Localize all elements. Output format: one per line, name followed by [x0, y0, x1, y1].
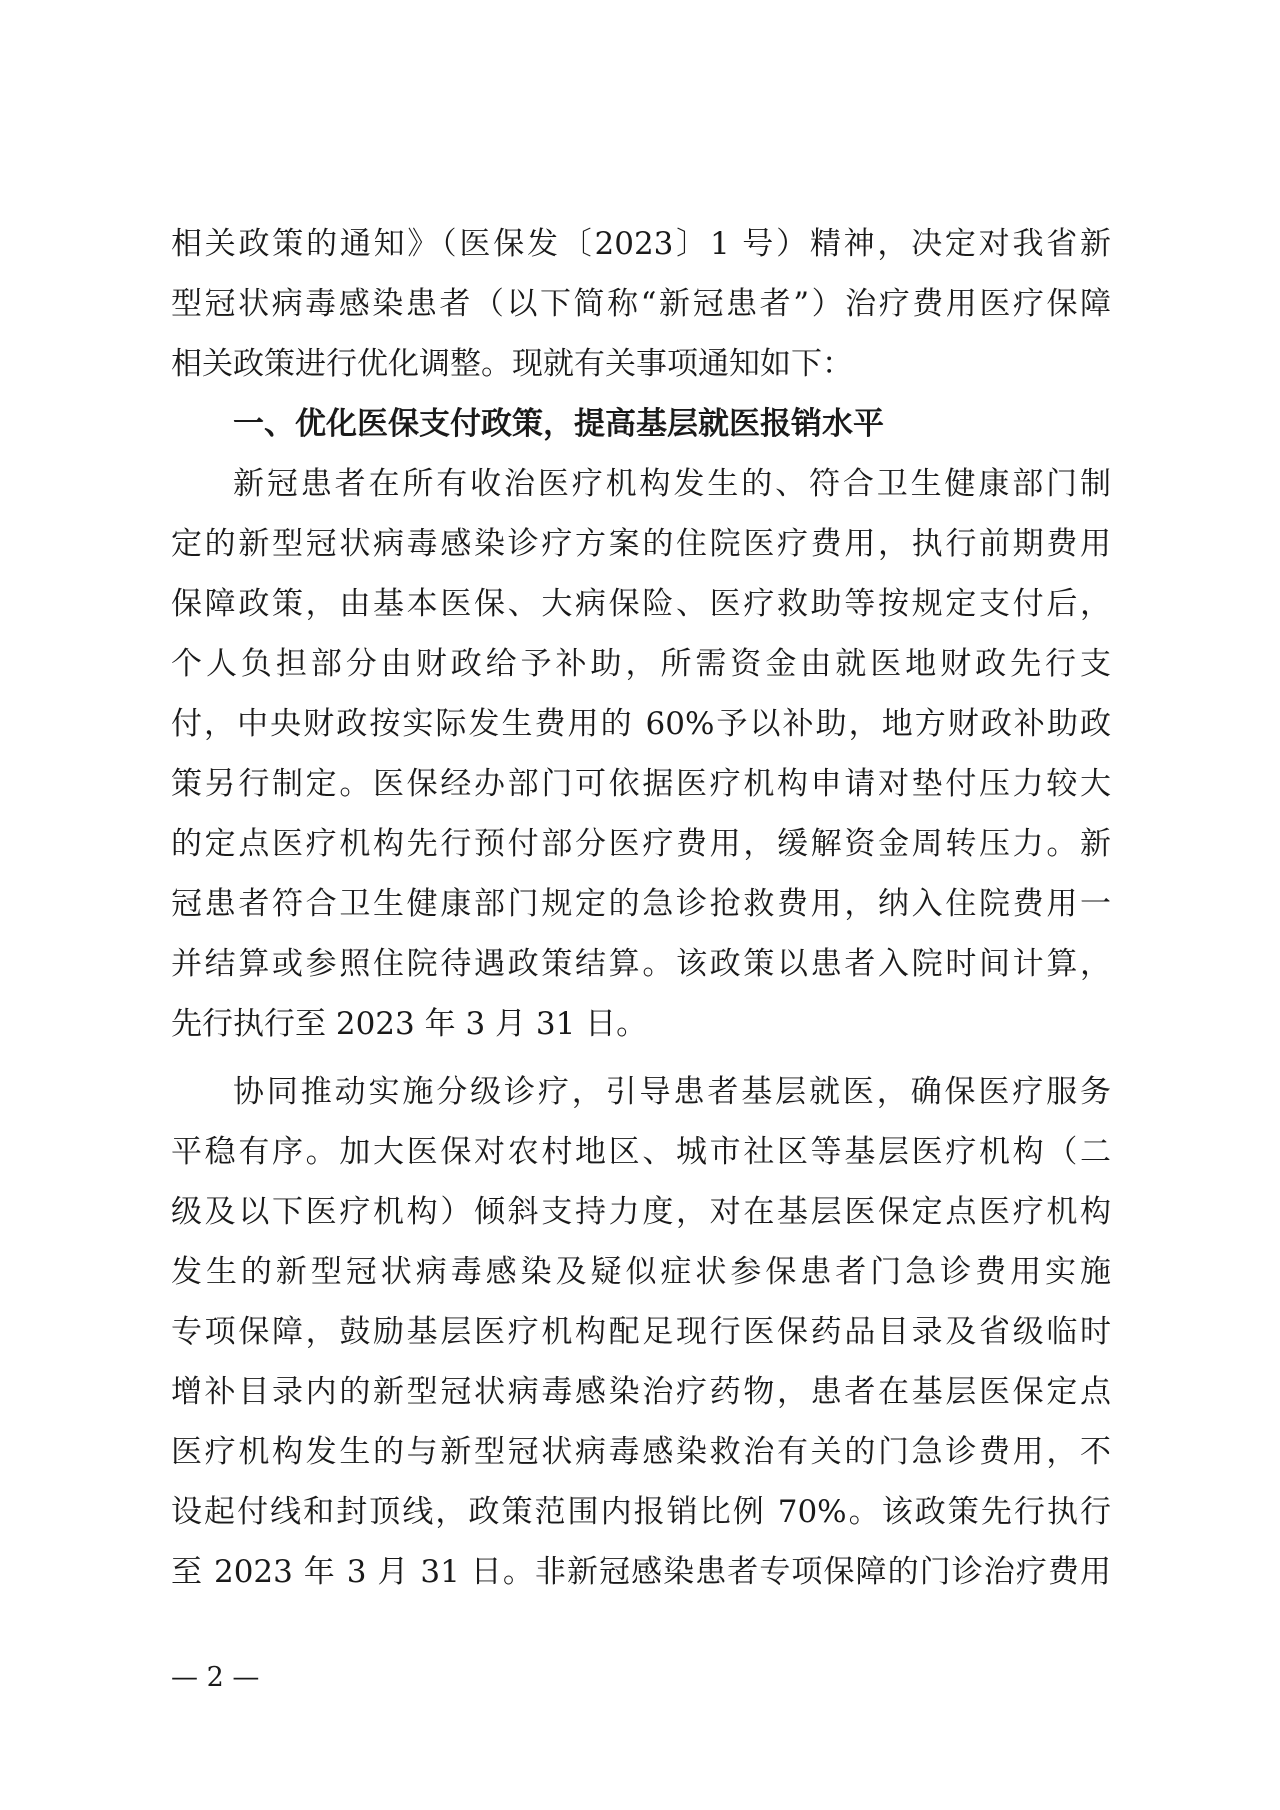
text-line: 相关政策进行优化调整。现就有关事项通知如下：: [171, 346, 853, 382]
document-body: [171, 214, 1111, 1602]
paragraph-inpatient-policy: [171, 454, 1111, 1054]
text-line: 型冠状病毒感染患者（以下简称“新冠患者”）治疗费用医疗保障: [171, 286, 1111, 322]
text-line: 并结算或参照住院待遇政策结算。该政策以患者入院时间计算，: [171, 946, 1111, 982]
text-line: 策另行制定。医保经办部门可依据医疗机构申请对垫付压力较大: [171, 766, 1111, 802]
text-line: 先行执行至 2023 年 3 月 31 日。: [171, 1006, 648, 1042]
text-line: 专项保障，鼓励基层医疗机构配足现行医保药品目录及省级临时: [171, 1314, 1111, 1350]
text-line: 相关政策的通知》（医保发〔2023〕1 号）精神，决定对我省新: [171, 226, 1111, 262]
text-line: 级及以下医疗机构）倾斜支持力度，对在基层医保定点医疗机构: [171, 1194, 1111, 1230]
paragraph-tiered-diagnosis: [171, 1062, 1111, 1602]
intro-paragraph: [171, 214, 1111, 394]
text-line: 个人负担部分由财政给予补助，所需资金由就医地财政先行支: [171, 646, 1111, 682]
text-line: 至 2023 年 3 月 31 日。非新冠感染患者专项保障的门诊治疗费用: [171, 1554, 1111, 1590]
section-heading: 一、优化医保支付政策，提高基层就医报销水平: [233, 406, 884, 442]
text-line: 医疗机构发生的与新型冠状病毒感染救治有关的门急诊费用，不: [171, 1434, 1111, 1470]
text-line: 的定点医疗机构先行预付部分医疗费用，缓解资金周转压力。新: [171, 826, 1111, 862]
text-line: 发生的新型冠状病毒感染及疑似症状参保患者门急诊费用实施: [171, 1254, 1111, 1290]
text-line: 协同推动实施分级诊疗，引导患者基层就医，确保医疗服务: [233, 1074, 1111, 1110]
text-line: 平稳有序。加大医保对农村地区、城市社区等基层医疗机构（二: [171, 1134, 1111, 1170]
paragraph-spacer: [171, 1054, 1111, 1062]
text-line: 付，中央财政按实际发生费用的 60%予以补助，地方财政补助政: [171, 706, 1111, 742]
text-line: 冠患者符合卫生健康部门规定的急诊抢救费用，纳入住院费用一: [171, 886, 1111, 922]
text-line: 新冠患者在所有收治医疗机构发生的、符合卫生健康部门制: [233, 466, 1111, 502]
text-line: 增补目录内的新型冠状病毒感染治疗药物，患者在基层医保定点: [171, 1374, 1111, 1410]
text-line: 设起付线和封顶线，政策范围内报销比例 70%。该政策先行执行: [171, 1494, 1111, 1530]
text-line: 定的新型冠状病毒感染诊疗方案的住院医疗费用，执行前期费用: [171, 526, 1111, 562]
page-number: — 2 —: [171, 1662, 260, 1693]
text-line: 保障政策，由基本医保、大病保险、医疗救助等按规定支付后，: [171, 586, 1111, 622]
